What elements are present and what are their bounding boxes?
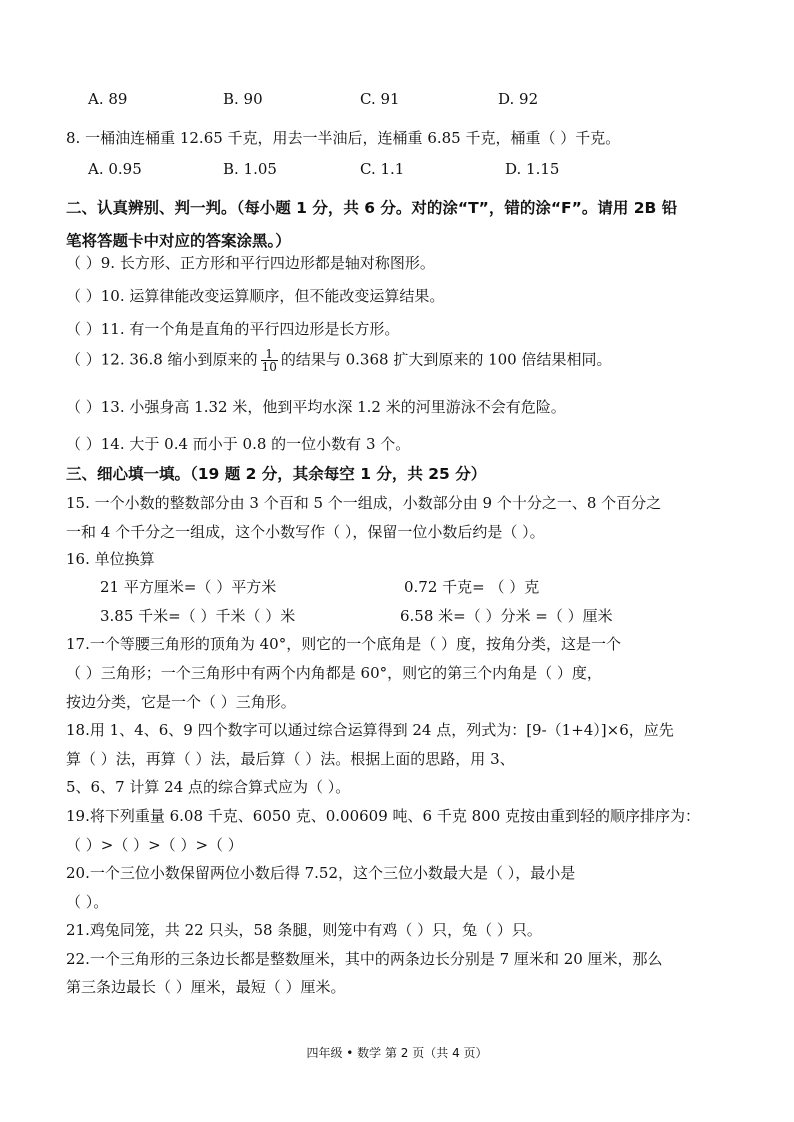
section3-title: 三、细心填一填。（19 题 2 分，其余每空 1 分，共 25 分） <box>66 465 487 483</box>
q22-line2: 第三条边最长（ ）厘米，最短（ ）厘米。 <box>66 978 346 996</box>
q8-stem: 8. 一桶油连桶重 12.65 千克，用去一半油后，连桶重 6.85 千克，桶重（ ）千克。 <box>66 129 621 147</box>
q15-line1: 15. 一个小数的整数部分由 3 个百和 5 个一组成，小数部分由 9 个十分之一、8 个百分之 <box>66 494 662 512</box>
q16-conv-2: 0.72 千克= （ ）克 <box>404 578 540 596</box>
q7-option-b: B. 90 <box>223 90 263 108</box>
q16-conv-4: 6.58 米=（ ）分米 =（ ）厘米 <box>400 607 613 625</box>
q8-option-c: C. 1.1 <box>360 160 405 178</box>
q7-option-a: A. 89 <box>88 90 128 108</box>
q18-line3: 5、6、7 计算 24 点的综合算式应为（ ）。 <box>66 778 351 796</box>
q8-option-d: D. 1.15 <box>505 160 560 178</box>
q20-line2: （ ）。 <box>66 893 109 911</box>
q15-line2: 一和 4 个千分之一组成，这个小数写作（ ），保留一位小数后约是（ ）。 <box>66 523 545 541</box>
q7-option-d: D. 92 <box>498 90 539 108</box>
judge-item-12-after: 的结果与 0.368 扩大到原来的 100 倍结果相同。 <box>280 350 612 369</box>
section2-title-line2: 笔将答题卡中对应的答案涂黑。） <box>66 232 291 250</box>
judge-item-12 <box>66 348 612 373</box>
q18-line2: 算（ ）法，再算（ ）法，最后算（ ）法。根据上面的思路，用 3、 <box>66 750 515 768</box>
q20-line1: 20.一个三位小数保留两位小数后得 7.52，这个三位小数最大是（ ），最小是 <box>66 864 576 882</box>
page-footer: 四年级 • 数学 第 2 页（共 4 页） <box>306 1046 488 1060</box>
q16-heading: 16. 单位换算 <box>66 550 155 568</box>
q21-line: 21.鸡兔同笼，共 22 只头，58 条腿，则笼中有鸡（ ）只，兔（ ）只。 <box>66 921 542 939</box>
judge-item-14: （ ）14. 大于 0.4 而小于 0.8 的一位小数有 3 个。 <box>66 435 411 453</box>
section2-title-line1: 二、认真辨别、判一判。（每小题 1 分，共 6 分。对的涂“T”，错的涂“F”。请用 2B 铅 <box>66 199 678 217</box>
q18-line1: 18.用 1、4、6、9 四个数字可以通过综合运算得到 24 点，列式为：[9-（1+4）]×6，应先 <box>66 721 674 739</box>
judge-item-9: （ ）9. 长方形、正方形和平行四边形都是轴对称图形。 <box>66 254 435 272</box>
q16-conv-3: 3.85 千米=（ ）千米（ ）米 <box>100 607 296 625</box>
fraction-denominator: 10 <box>261 360 277 374</box>
q16-conv-1: 21 平方厘米=（ ）平方米 <box>100 578 277 596</box>
q22-line1: 22.一个三角形的三条边长都是整数厘米，其中的两条边长分别是 7 厘米和 20 厘米，那么 <box>66 950 663 968</box>
q17-line3: 按边分类，它是一个（ ）三角形。 <box>66 693 296 711</box>
judge-item-11: （ ）11. 有一个角是直角的平行四边形是长方形。 <box>66 320 400 338</box>
q8-option-a: A. 0.95 <box>88 160 142 178</box>
fraction-numerator: 1 <box>261 348 278 361</box>
fraction-one-tenth <box>261 348 278 373</box>
q7-option-c: C. 91 <box>360 90 400 108</box>
judge-item-12-before: （ ）12. 36.8 缩小到原来的 <box>66 350 258 369</box>
judge-item-10: （ ）10. 运算律能改变运算顺序，但不能改变运算结果。 <box>66 287 445 305</box>
q17-line1: 17.一个等腰三角形的顶角为 40°，则它的一个底角是（ ）度，按角分类，这是一个 <box>66 635 621 653</box>
q19-line1: 19.将下列重量 6.08 千克、6050 克、0.00609 吨、6 千克 800 克按由重到轻的顺序排序为： <box>66 807 701 825</box>
q19-line2: （ ）>（ ）>（ ）>（ ） <box>66 836 243 854</box>
judge-item-13: （ ）13. 小强身高 1.32 米，他到平均水深 1.2 米的河里游泳不会有危险。 <box>66 398 566 416</box>
q17-line2: （ ）三角形；一个三角形中有两个内角都是 60°，则它的第三个内角是（ ）度， <box>66 664 602 682</box>
q8-option-b: B. 1.05 <box>223 160 277 178</box>
